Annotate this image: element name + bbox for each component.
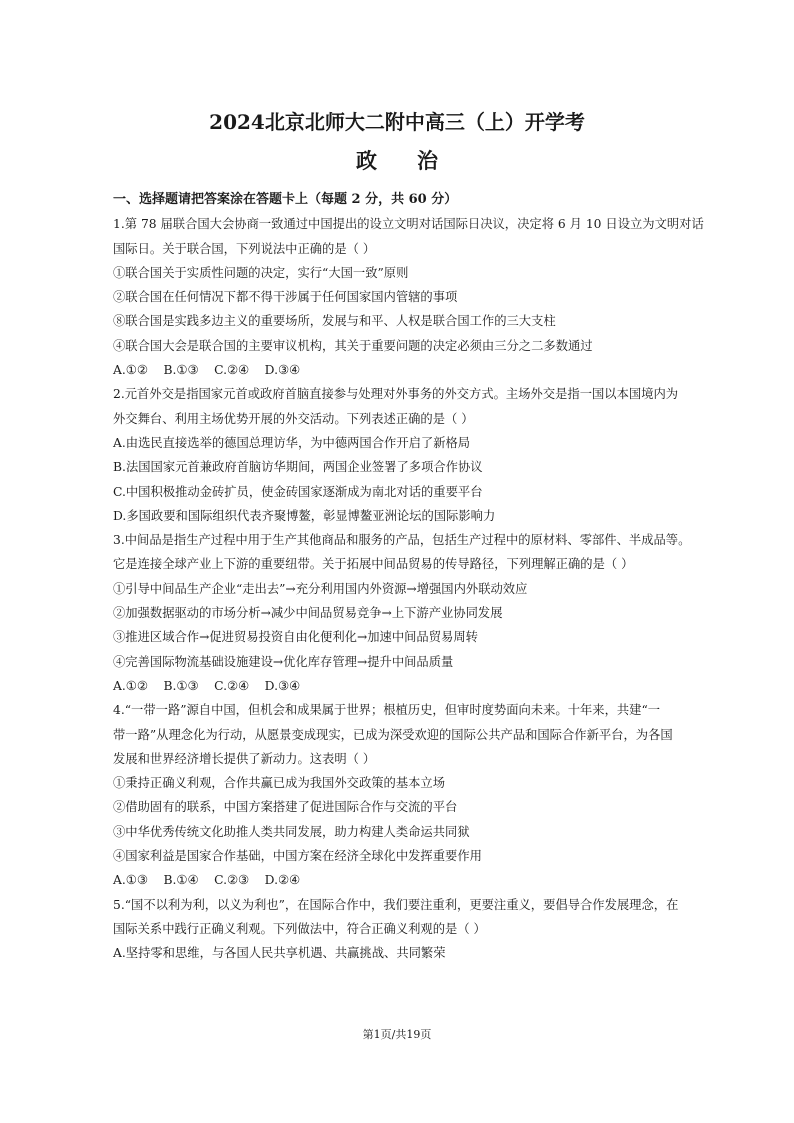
option-line: A.由选民直接选举的德国总理访华，为中德两国合作开启了新格局 <box>113 435 471 450</box>
statement: ④完善国际物流基础设施建设→优化库存管理→提升中间品质量 <box>113 654 454 669</box>
answer-options: A.①② B.①③ C.②④ D.③④ <box>113 678 301 693</box>
question-stem-line: 国际关系中践行正确义利观。下列做法中，符合正确义利观的是（ ） <box>113 921 486 936</box>
statement: ①秉持正确义利观，合作共赢已成为我国外交政策的基本立场 <box>113 776 446 791</box>
statement: ②联合国在任何情况下都不得干涉属于任何国家国内管辖的事项 <box>113 290 458 305</box>
question-stem-line: 外交舞台、利用主场优势开展的外交活动。下列表述正确的是（ ） <box>113 411 474 426</box>
exam-content <box>113 188 703 966</box>
section-heading: 一、选择题请把答案涂在答题卡上（每题 2 分，共 60 分） <box>113 192 458 207</box>
option-line: A.坚持零和思维，与各国人民共享机遇、共赢挑战、共同繁荣 <box>113 946 446 961</box>
question-stem-line: 2.元首外交是指国家元首或政府首脑直接参与处理对外事务的外交方式。主场外交是指一国以本国境内为 <box>113 387 679 402</box>
answer-options: A.①③ B.①④ C.②③ D.②④ <box>113 873 301 888</box>
option-line: D.多国政要和国际组织代表齐聚博鳌，彰显博鳌亚洲论坛的国际影响力 <box>113 508 496 523</box>
question-stem-line: 3.中间品是指生产过程中用于生产其他商品和服务的产品，包括生产过程中的原材料、零部件、半成品等。 <box>113 533 691 548</box>
statement: ④国家利益是国家合作基础，中国方案在经济全球化中发挥重要作用 <box>113 849 482 864</box>
question-2 <box>113 382 703 528</box>
subject-title: 政治 <box>356 148 478 173</box>
question-stem-line: 国际日。关于联合国，下列说法中正确的是（ ） <box>113 241 376 256</box>
question-stem-line: 发展和世界经济增长提供了新动力。这表明（ ） <box>113 751 376 766</box>
question-stem-line: 5.“国不以利为利，以义为利也”，在国际合作中，我们要注重利，更要注重义，要倡导合作发展理念，在 <box>113 897 679 912</box>
exam-title: 2024北京北师大二附中高三（上）开学考 <box>209 110 585 134</box>
statement: ②借助固有的联系，中国方案搭建了促进国际合作与交流的平台 <box>113 800 458 815</box>
statement: ⑧联合国是实践多边主义的重要场所，发展与和平、人权是联合国工作的三大支柱 <box>113 314 556 329</box>
statement: ①引导中间品生产企业“走出去”→充分利用国内外资源→增强国内外联动效应 <box>113 581 528 596</box>
question-3 <box>113 528 703 698</box>
option-line: C.中国积极推动金砖扩员，使金砖国家逐渐成为南北对话的重要平台 <box>113 484 483 499</box>
question-1 <box>113 212 703 382</box>
statement: ③中华优秀传统文化助推人类共同发展，助力构建人类命运共同狱 <box>113 824 470 839</box>
question-stem-line: 带一路”从理念化为行动，从愿景变成现实，已成为深受欢迎的国际公共产品和国际合作新平台，为各国 <box>113 727 673 742</box>
statement: ①联合国关于实质性问题的决定，实行“大国一致”原则 <box>113 265 409 280</box>
question-stem-line: 4.“一带一路”源自中国，但机会和成果属于世界；根植历史，但审时度势面向未来。十年来，共建“一 <box>113 703 661 718</box>
statement: ④联合国大会是联合国的主要审议机构，其关于重要问题的决定必须由三分之二多数通过 <box>113 338 593 353</box>
question-stem-line: 1.第 78 届联合国大会协商一致通过中国提出的设立文明对话国际日决议，决定将 6 月 10 日设立为文明对话 <box>113 217 704 232</box>
option-line: B.法国国家元首兼政府首脑访华期间，两国企业签署了多项合作协议 <box>113 460 483 475</box>
question-5 <box>113 893 703 966</box>
question-stem-line: 它是连接全球产业上下游的重要纽带。关于拓展中间品贸易的传导路径，下列理解正确的是（ ） <box>113 557 634 572</box>
page-number: 第1页/共19页 <box>362 1028 432 1041</box>
statement: ③推进区域合作→促进贸易投资自由化便利化→加速中间品贸易周转 <box>113 630 478 645</box>
answer-options: A.①② B.①③ C.②④ D.③④ <box>113 363 301 378</box>
question-4 <box>113 698 703 892</box>
statement: ②加强数据驱动的市场分析→减少中间品贸易竞争→上下游产业协同发展 <box>113 606 503 621</box>
